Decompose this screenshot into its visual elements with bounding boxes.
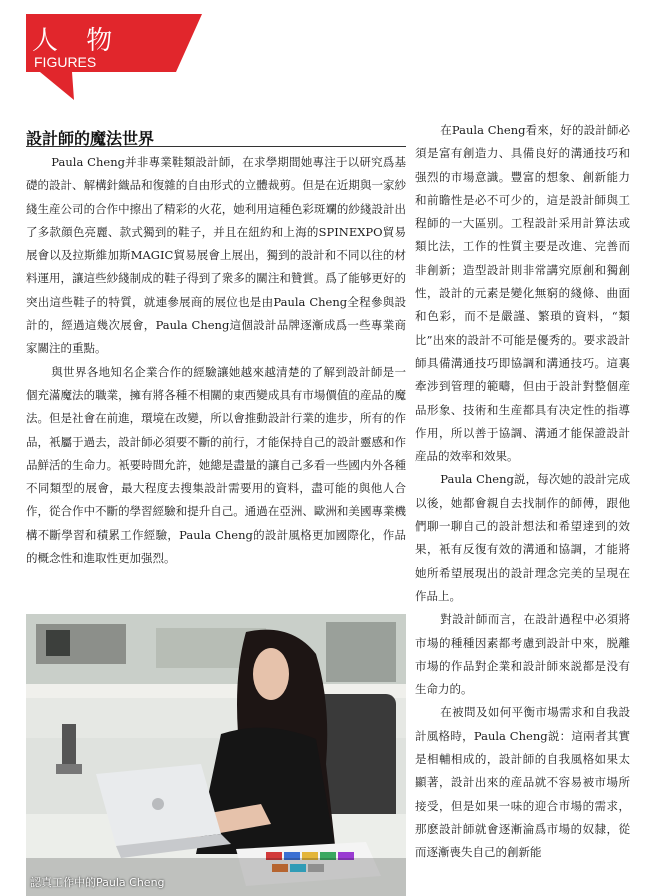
paragraph: 在Paula Cheng看來，好的設計師必須是富有創造力、具備良好的溝通技巧和强烈的市場意識。豐富的想象、創新能力和前瞻性是必不可少的，這是設計師與工程師的一大區别。工程設計采用計算法或類比法，工作的性質主要是改進、完善而非創新；造型設計則非常講究原創和獨創性，設計的元素是變化無窮的綫條、曲面和色彩，而不是嚴謹、繁瑣的資料，“類比”出來的設計不可能是優秀的。要求設計師具備溝通技巧即協調和溝通技巧。這裏牽涉到管理的範疇，但由于設計對整個産品形象、技術和生産都具有决定性的指導作用，所以善于協調、溝通才能保證設計産品的效率和效果。 [415,123,630,464]
article-photo [26,614,406,896]
paragraph: Paula Cheng説，每次她的設計完成以後，她都會親自去找制作的師傅，跟他們聊一聊自己的設計想法和希望達到的效果，衹有反復有效的溝通和協調，才能將她所希望展現出的設計理念完美的呈現在作品上。 [415,472,630,603]
left-column [26,151,406,570]
paragraph: 在被問及如何平衡市場需求和自我設計風格時，Paula Cheng説：這兩者其實是相輔相成的，設計師的自我風格如果太顯著，設計出來的産品就不容易被市場所接受，但是如果一味的迎合市場的需求，那麽設計師就會逐漸淪爲市場的奴隸，從而逐漸喪失自己的創新能 [415,705,630,860]
paragraph: 與世界各地知名企業合作的經驗讓她越來越清楚的了解到設計師是一個充滿魔法的職業，擁有將各種不相關的東西變成具有市場價值的産品的魔法。但是社會在前進，環境在改變，所以會推動設計行業的進步，所有的作品，衹屬于過去，設計師必須要不斷的前行，才能保持自己的設計靈感和作品鮮活的生命力。衹要時間允許，她總是盡量的讓自己多看一些國内外各種不同類型的展會，最大程度去搜集設計需要用的資料，盡可能的與他人合作，從合作中不斷的學習經驗和提升自己。通過在亞洲、歐洲和美國專業機構不斷學習和積累工作經驗，Paula Cheng的設計風格更加國際化，作品的概念性和進取性更加强烈。 [26,364,406,566]
section-banner [26,14,202,100]
designer-at-work-image [26,614,406,896]
article-headline: 設計師的魔法世界 [26,129,155,148]
section-title: 人 物 [32,26,123,56]
right-column [415,119,630,865]
paragraph: 對設計師而言，在設計過程中必須將市場的種種因素都考慮到設計中來，脱離市場的作品對企業和設計師來説都是没有生命力的。 [415,612,630,697]
photo-caption: 認真工作中的Paula Cheng [30,876,165,889]
paragraph: Paula Cheng并非專業鞋類設計師，在求學期間她專注于以研究爲基礎的設計、解構針織品和復雜的自由形式的立體裁剪。但是在近期與一家紗綫生産公司的合作中擦出了精彩的火花，她利用這種色彩斑斕的紗綫設計出了多款顔色亮麗、款式獨到的鞋子，并且在紐約和上海的SPINEXPO貿易展會以及拉斯維加斯MAGIC貿易展會上展出，獨到的設計和不同以往的材料運用，讓這些紗綫制成的鞋子得到了衆多的關注和贊賞。爲了能够更好的突出這些鞋子的特質，就連參展商的展位也是由Paula Cheng全程參與設計的，經過這幾次展會，Paula Cheng這個設計品牌逐漸成爲一些專業商家關注的重點。 [26,155,406,356]
headline-divider [26,146,406,147]
section-subtitle: FIGURES [34,54,97,70]
